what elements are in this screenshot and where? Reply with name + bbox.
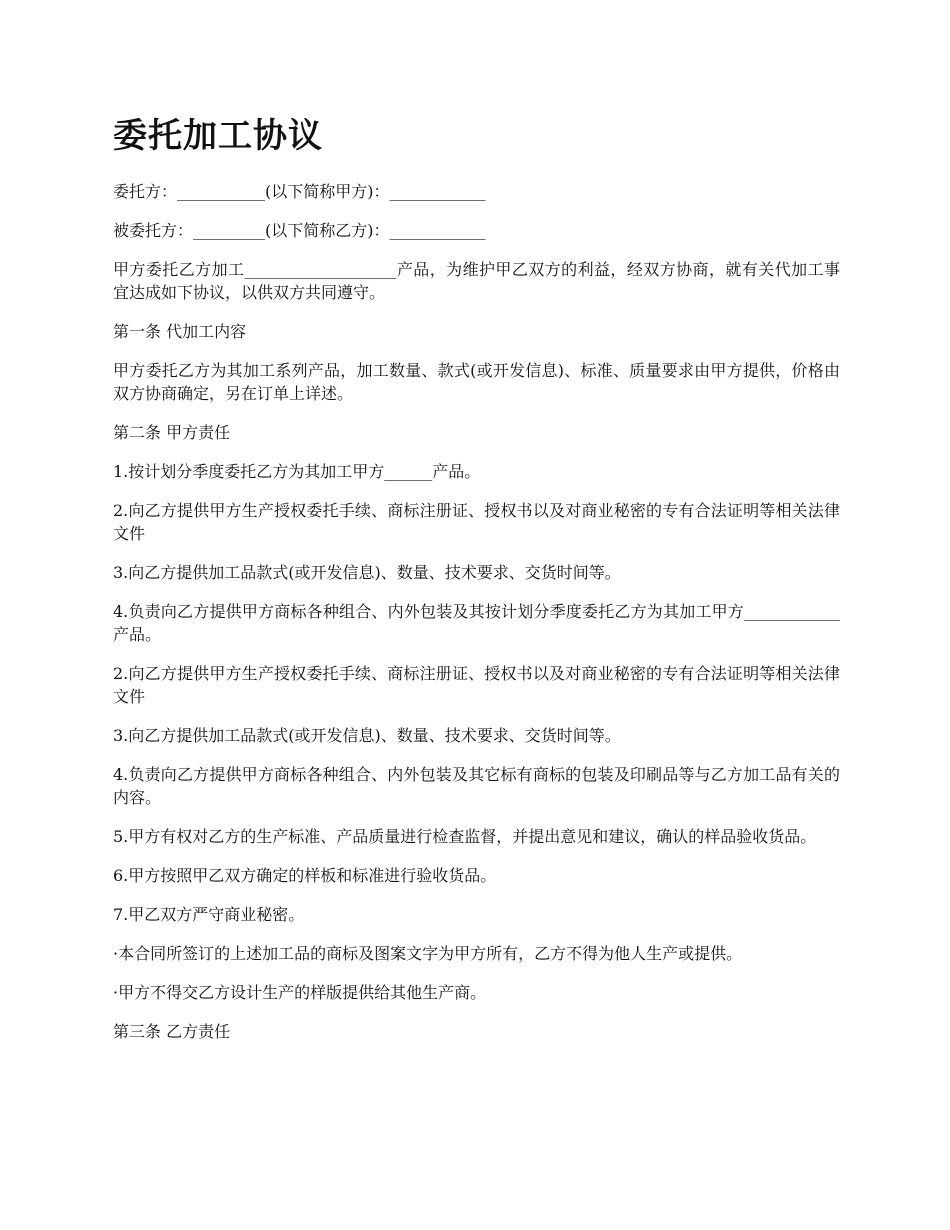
clause-item: 4.负责向乙方提供甲方商标各种组合、内外包装及其它标有商标的包装及印刷品等与乙方加工品有关的内容。 — [113, 765, 840, 807]
party-b-line: 被委托方：_________(以下简称乙方)：____________ — [113, 221, 486, 240]
clause-item: 2.向乙方提供甲方生产授权委托手续、商标注册证、授权书以及对商业秘密的专有合法证明等相关法律文件 — [113, 501, 840, 543]
article-1-heading: 第一条 代加工内容 — [113, 322, 247, 341]
party-a-line: 委托方：___________(以下简称甲方)：____________ — [113, 182, 486, 201]
clause-item: 1.按计划分季度委托乙方为其加工甲方______产品。 — [113, 462, 481, 481]
bullet-item: ·甲方不得交乙方设计生产的样版提供给其他生产商。 — [113, 983, 487, 1002]
clause-item: 4.负责向乙方提供甲方商标各种组合、内外包装及其按计划分季度委托乙方为其加工甲方____________产品。 — [113, 602, 840, 644]
article-1-body: 甲方委托乙方为其加工系列产品，加工数量、款式(或开发信息)、标准、质量要求由甲方提供，价格由双方协商确定，另在订单上详述。 — [113, 361, 840, 403]
clause-item: 6.甲方按照甲乙双方确定的样板和标准进行验收货品。 — [113, 866, 497, 885]
document-page — [113, 112, 840, 1059]
clause-item: 3.向乙方提供加工品款式(或开发信息)、数量、技术要求、交货时间等。 — [113, 563, 621, 582]
article-2-heading: 第二条 甲方责任 — [113, 423, 231, 442]
clause-item: 7.甲乙双方严守商业秘密。 — [113, 905, 305, 924]
clause-item: 5.甲方有权对乙方的生产标准、产品质量进行检查监督，并提出意见和建议，确认的样品验收货品。 — [113, 827, 817, 846]
clause-item: 2.向乙方提供甲方生产授权委托手续、商标注册证、授权书以及对商业秘密的专有合法证明等相关法律文件 — [113, 664, 840, 706]
article-3-heading: 第三条 乙方责任 — [113, 1022, 231, 1041]
document-title: 委托加工协议 — [113, 116, 323, 156]
bullet-item: ·本合同所签订的上述加工品的商标及图案文字为甲方所有，乙方不得为他人生产或提供。 — [113, 944, 743, 963]
clause-item: 3.向乙方提供加工品款式(或开发信息)、数量、技术要求、交货时间等。 — [113, 726, 621, 745]
intro-paragraph: 甲方委托乙方加工___________________产品，为维护甲乙双方的利益，经双方协商，就有关代加工事宜达成如下协议，以供双方共同遵守。 — [113, 260, 840, 302]
